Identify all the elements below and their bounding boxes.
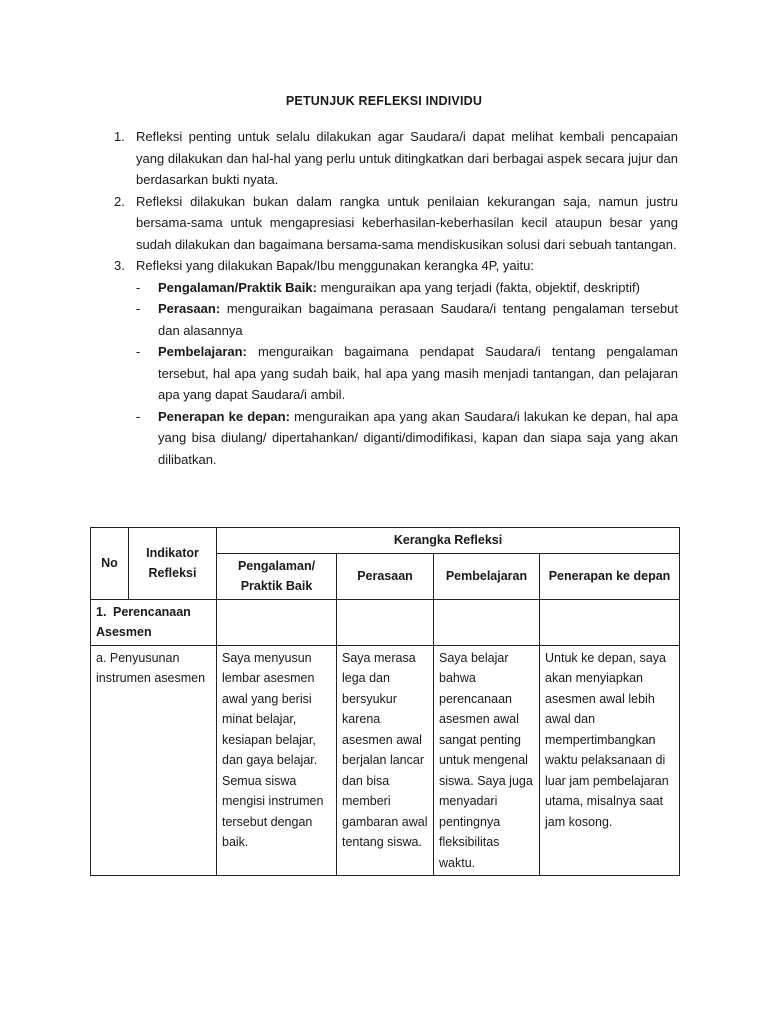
pengalaman-cell: Saya menyusun lembar asesmen awal yang berisi minat belajar, kesiapan belajar, dan gaya belajar. Semua siswa mengisi instrumen tersebut dengan baik. — [217, 645, 337, 876]
list-number: 2. — [114, 193, 125, 209]
penerapan-cell: Untuk ke depan, saya akan menyiapkan asesmen awal lebih awal dan mempertimbangkan waktu pelaksanaan di luar jam pembelajaran utama, misalnya saat jam kosong. — [540, 645, 680, 876]
list-text: Refleksi penting untuk selalu dilakukan agar Saudara/i dapat melihat kembali pencapaian yang dilakukan dan hal-hal yang perlu untuk ditingkatkan dari berbagai aspek secara jujur dan berdasarkan bukti nyata. — [136, 129, 678, 187]
list-item-1 — [0, 126, 768, 191]
list-item-3 — [0, 255, 768, 277]
dash-bullet: - — [136, 301, 141, 316]
list-text: Refleksi dilakukan bukan dalam rangka untuk penilaian kekurangan saja, namun justru bersama-sama untuk mengapresiasi keberhasilan-keberhasilan kecil ataupun besar yang sudah dilakukan dan bagaimana bersama-sama mendiskusikan solusi dari sebuah tantangan. — [136, 193, 678, 252]
section-label: Perencanaan Asesmen — [96, 604, 191, 639]
section-number: 1. — [96, 604, 107, 619]
sub-desc: menguraikan apa yang terjadi (fakta, objektif, deskriptif) — [316, 279, 640, 295]
sublist-item-pengalaman — [0, 277, 768, 299]
empty-cell — [217, 599, 337, 645]
dash-bullet: - — [136, 408, 141, 424]
sub-desc: menguraikan apa yang akan Saudara/i lakukan ke depan, hal apa yang bisa diulang/ dipertahankan/ diganti/dimodifikasi, kapan dan siapa saja yang akan dilibatkan. — [158, 408, 678, 467]
sub-desc: menguraikan bagaimana perasaan Saudara/i tentang pengalaman tersebut dan alasannya — [158, 301, 678, 338]
list-number: 1. — [114, 129, 125, 144]
section-row — [91, 599, 680, 645]
header-penerapan: Penerapan ke depan — [540, 553, 680, 599]
empty-cell — [434, 599, 540, 645]
section-cell — [91, 599, 217, 645]
table-row — [91, 645, 680, 876]
sub-term: Pengalaman/Praktik Baik: — [158, 279, 317, 295]
list-text: Refleksi yang dilakukan Bapak/Ibu menggunakan kerangka 4P, yaitu: — [136, 258, 534, 273]
header-pengalaman: Pengalaman/ Praktik Baik — [217, 553, 337, 599]
sub-desc: menguraikan bagaimana pendapat Saudara/i tentang pengalaman tersebut, hal apa yang sudah baik, hal apa yang masih menjadi tantangan, dan pelajaran apa yang dapat Saudara/i ambil. — [158, 344, 678, 402]
list-number: 3. — [114, 258, 125, 273]
sublist-item-pembelajaran — [0, 341, 768, 406]
header-pembelajaran: Pembelajaran — [434, 553, 540, 599]
empty-cell — [337, 599, 434, 645]
sub-term: Pembelajaran: — [158, 344, 247, 359]
dash-bullet: - — [136, 344, 141, 359]
empty-cell — [540, 599, 680, 645]
pembelajaran-cell: Saya belajar bahwa perencanaan asesmen awal sangat penting untuk mengenal siswa. Saya juga menyadari pentingnya fleksibilitas waktu. — [434, 645, 540, 876]
sublist-item-perasaan — [0, 298, 768, 341]
instruction-list — [0, 126, 768, 470]
sublist-item-penerapan — [0, 406, 768, 471]
header-indikator: Indikator Refleksi — [129, 528, 217, 600]
perasaan-cell: Saya merasa lega dan bersyukur karena asesmen awal berjalan lancar dan bisa memberi gambaran awal tentang siswa. — [337, 645, 434, 876]
sub-term: Penerapan ke depan: — [158, 408, 290, 424]
header-kerangka: Kerangka Refleksi — [217, 528, 680, 554]
sub-term: Perasaan: — [158, 301, 221, 316]
header-perasaan: Perasaan — [337, 553, 434, 599]
header-row-1 — [91, 528, 680, 554]
page-title: PETUNJUK REFLEKSI INDIVIDU — [285, 94, 483, 108]
dash-bullet: - — [136, 279, 141, 295]
list-item-2 — [0, 191, 768, 256]
indikator-cell: a. Penyusunan instrumen asesmen — [91, 645, 217, 876]
header-no: No — [91, 528, 129, 600]
reflection-table — [90, 527, 680, 876]
